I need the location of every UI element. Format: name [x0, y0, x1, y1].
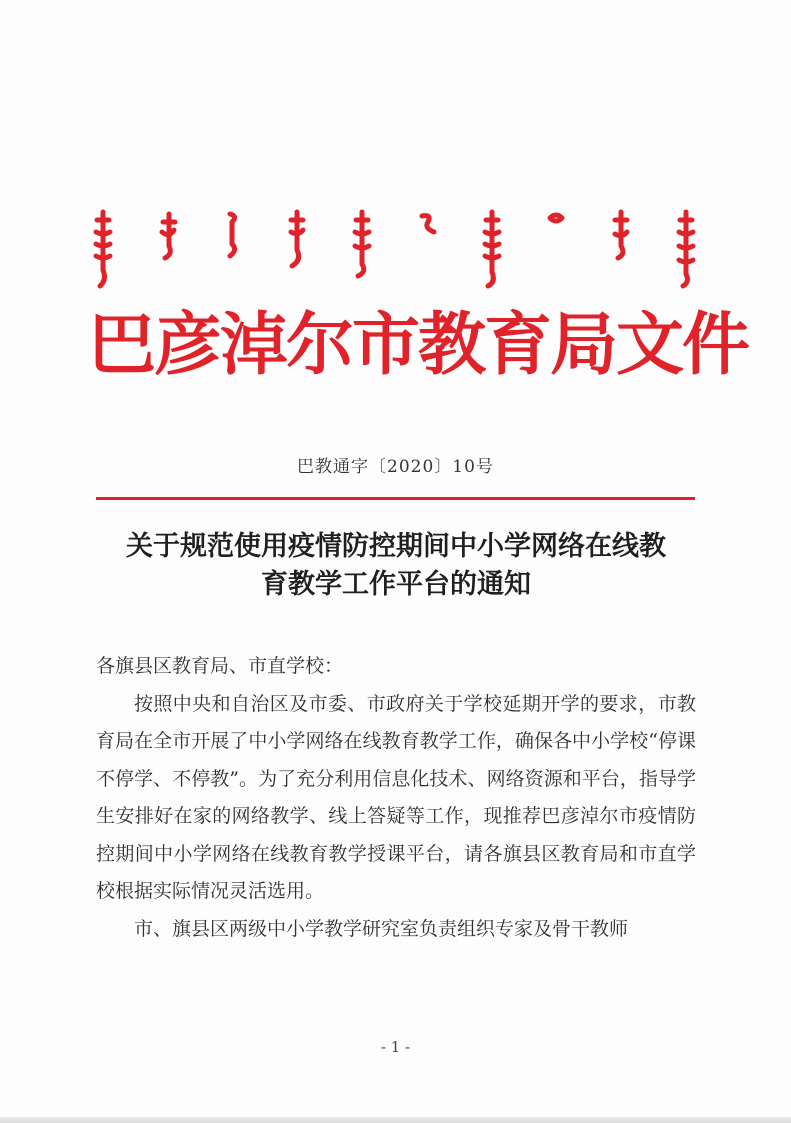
mongolian-title [92, 210, 697, 300]
mongolian-word [675, 210, 697, 290]
notice-title [96, 528, 696, 604]
document-number: 巴教通字〔2020〕10号 [297, 457, 494, 477]
mongolian-word [610, 210, 632, 260]
body-paragraph: 市、旗县区两级中小学教学研究室负责组织专家及骨干教师 [134, 917, 629, 940]
red-divider [96, 497, 695, 500]
mongolian-word [351, 210, 373, 280]
issuing-authority-title: 巴彦淖尔市教育局文件 [88, 305, 749, 385]
page-number: - 1 - [380, 1038, 411, 1056]
mongolian-word [416, 210, 438, 240]
document-body [96, 648, 696, 948]
scan-edge [0, 1117, 791, 1123]
mongolian-word [481, 210, 503, 290]
notice-title-line: 关于规范使用疫情防控期间中小学网络在线教 [126, 531, 666, 562]
mongolian-word [545, 210, 567, 230]
body-paragraph: 按照中央和自治区及市委、市政府关于学校延期开学的要求，市教育局在全市开展了中小学网络在线教育教学工作，确保各中小学校“停课不停学、不停教”。为了充分利用信息化技术、网络资源和平台，指导学生安排好在家的网络教学、线上答疑等工作，现推荐巴彦淖尔市疫情防控期间中小学网络在线教育教学授课平台，请各旗县区教育局和市直学校根据实际情况灵活选用。 [96, 692, 696, 902]
salutation: 各旗县区教育局、市直学校： [96, 655, 344, 677]
mongolian-word [157, 210, 179, 260]
mongolian-word [92, 210, 114, 290]
mongolian-word [286, 210, 308, 270]
notice-title-line: 育教学工作平台的通知 [261, 569, 531, 600]
mongolian-word [222, 210, 244, 260]
